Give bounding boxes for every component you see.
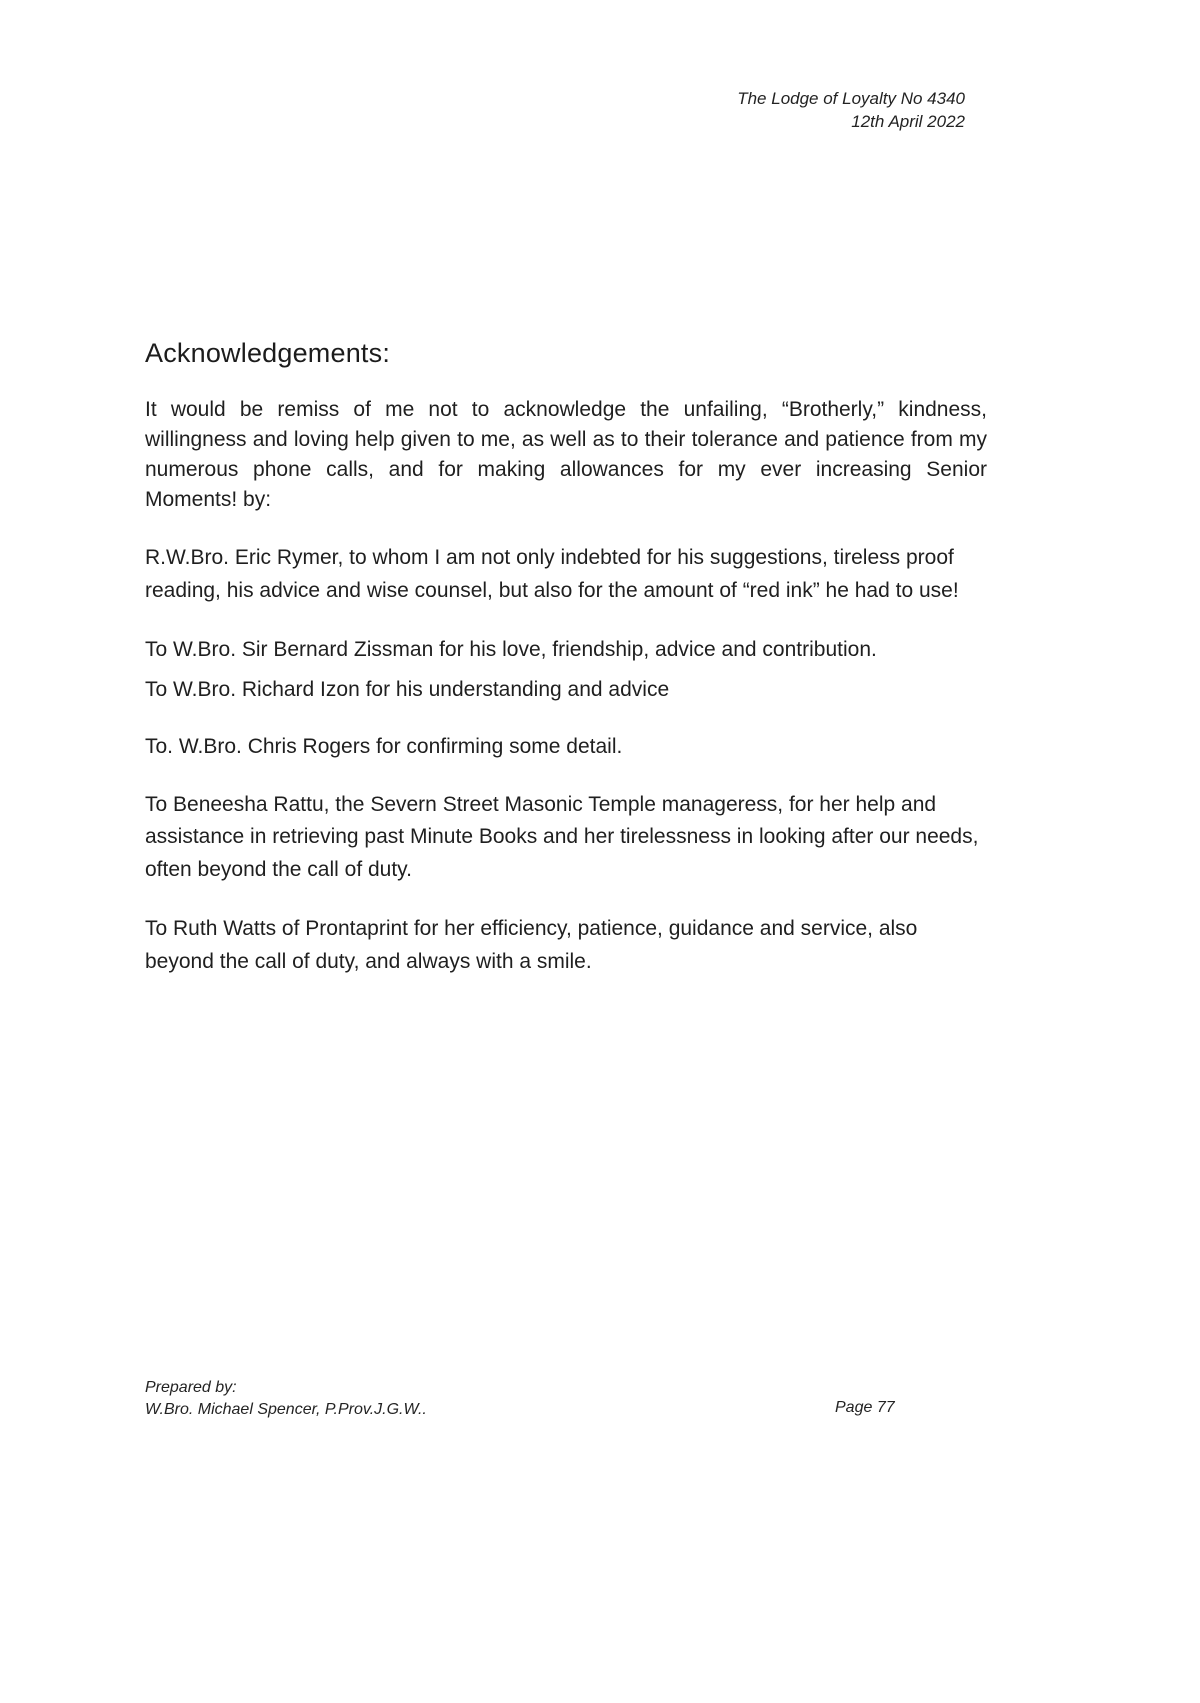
document-body bbox=[145, 338, 987, 1005]
footer-page-number: Page 77 bbox=[835, 1399, 895, 1416]
paragraph-intro: It would be remiss of me not to acknowledge the unfailing, “Brotherly,” kindness, willingness and loving help given to me, as well as to their tolerance and patience from my numerous phone calls, and for making allowances for my ever increasing Senior Moments! by: bbox=[145, 398, 987, 512]
header-lodge-title: The Lodge of Loyalty No 4340 bbox=[737, 89, 965, 108]
footer-prepared-by-label: Prepared by: bbox=[145, 1379, 237, 1396]
section-heading: Acknowledgements: bbox=[145, 338, 391, 368]
paragraph-ruth-watts: To Ruth Watts of Prontaprint for her efficiency, patience, guidance and service, also beyond the call of duty, and always with a smile. bbox=[145, 917, 918, 973]
page-header bbox=[737, 88, 965, 134]
paragraph-bernard-zissman: To W.Bro. Sir Bernard Zissman for his love, friendship, advice and contribution. bbox=[145, 638, 877, 662]
header-date: 12th April 2022 bbox=[851, 111, 965, 131]
paragraph-chris-rogers: To. W.Bro. Chris Rogers for confirming some detail. bbox=[145, 734, 623, 758]
paragraph-eric-rymer: R.W.Bro. Eric Rymer, to whom I am not only indebted for his suggestions, tireless proof reading, his advice and wise counsel, but also for the amount of “red ink” he had to use! bbox=[145, 546, 959, 602]
paragraph-beneesha-rattu: To Beneesha Rattu, the Severn Street Masonic Temple manageress, for her help and assistance in retrieving past Minute Books and her tirelessness in looking after our needs, often beyond the call of duty. bbox=[145, 792, 979, 881]
footer-prepared-by-name: W.Bro. Michael Spencer, P.Prov.J.G.W.. bbox=[145, 1401, 427, 1419]
paragraph-richard-izon: To W.Bro. Richard Izon for his understanding and advice bbox=[145, 677, 670, 701]
footer-prepared-by bbox=[145, 1377, 427, 1422]
